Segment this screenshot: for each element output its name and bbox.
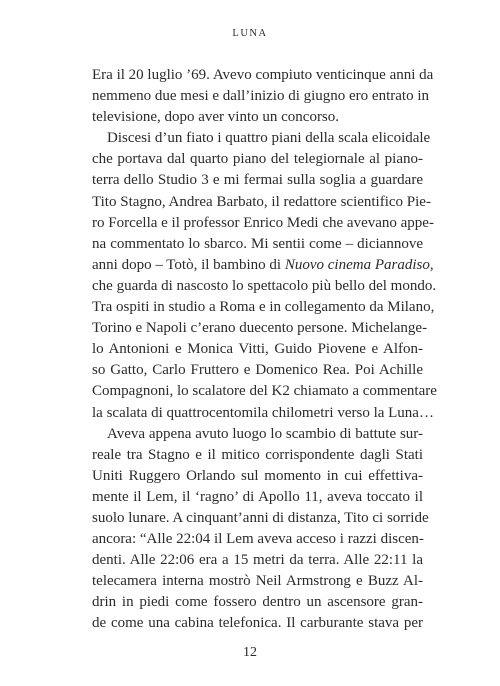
text-line: so Gatto, Carlo Fruttero e Domenico Rea. Poi Achille — [92, 362, 423, 379]
text-line: che guarda di nascosto lo spettacolo più bello del mondo. — [92, 277, 437, 294]
body-text — [92, 65, 437, 635]
text-line: drin in piedi come fossero dentro un ascensore gran- — [92, 594, 423, 611]
text-line: denti. Alle 22:06 era a 15 metri da terra. Alle 22:11 la — [92, 552, 423, 569]
text-line: Uniti Ruggero Orlando sul momento in cui effettiva- — [92, 467, 423, 484]
text-line: na commentato lo sbarco. Mi sentii come – diciannove — [92, 235, 423, 252]
text-line: nemmeno due mesi e dall’inizio di giugno ero entrato in — [92, 88, 429, 105]
text-line: terra dello Studio 3 e mi fermai sulla soglia a guardare — [92, 172, 423, 189]
text-line: lo Antonioni e Monica Vitti, Guido Piovene e Alfon- — [92, 341, 423, 358]
text-line: telecamera interna mostrò Neil Armstrong e Buzz Al- — [92, 573, 423, 590]
text-line: Torino e Napoli c’erano duecento persone. Michelange- — [92, 320, 428, 337]
text-line: televisione, dopo aver vinto un concorso. — [92, 109, 340, 126]
text-line: mente il Lem, il ‘ragno’ di Apollo 11, aveva toccato il — [92, 488, 423, 505]
text-line: la scalata di quattrocentomila chilometri verso la Luna… — [92, 404, 434, 421]
text-line: de come una cabina telefonica. Il carburante stava per — [92, 615, 423, 632]
text-line: che portava dal quarto piano del telegiornale al piano- — [92, 151, 423, 168]
text-line: Tito Stagno, Andrea Barbato, il redattore scientifico Pie- — [92, 193, 431, 210]
text-line: ancora: “Alle 22:04 il Lem aveva acceso i razzi discen- — [92, 531, 424, 548]
text-line: anni dopo – Totò, il bambino di Nuovo cinema Paradiso, — [92, 256, 434, 273]
text-line: reale tra Stagno e il mitico corrispondente dagli Stati — [92, 446, 423, 463]
running-head: LUNA — [232, 28, 268, 39]
text-line: Era il 20 luglio ’69. Avevo compiuto venticinque anni da — [92, 67, 434, 83]
text-line: Aveva appena avuto luogo lo scambio di battute sur- — [107, 425, 423, 442]
italic-title: Nuovo cinema Paradiso — [284, 256, 430, 273]
text-line: Tra ospiti in studio a Roma e in collegamento da Milano, — [92, 299, 435, 316]
text-line: Discesi d’un fiato i quattro piani della scala elicoidale — [107, 130, 431, 147]
text-line: Compagnoni, lo scalatore del K2 chiamato a commentare — [92, 383, 437, 400]
text-line: suolo lunare. A cinquant’anni di distanza, Tito ci sorride — [92, 509, 429, 526]
text-line: ro Forcella e il professor Enrico Medi che avevano appe- — [92, 214, 434, 231]
page-number: 12 — [243, 645, 257, 660]
